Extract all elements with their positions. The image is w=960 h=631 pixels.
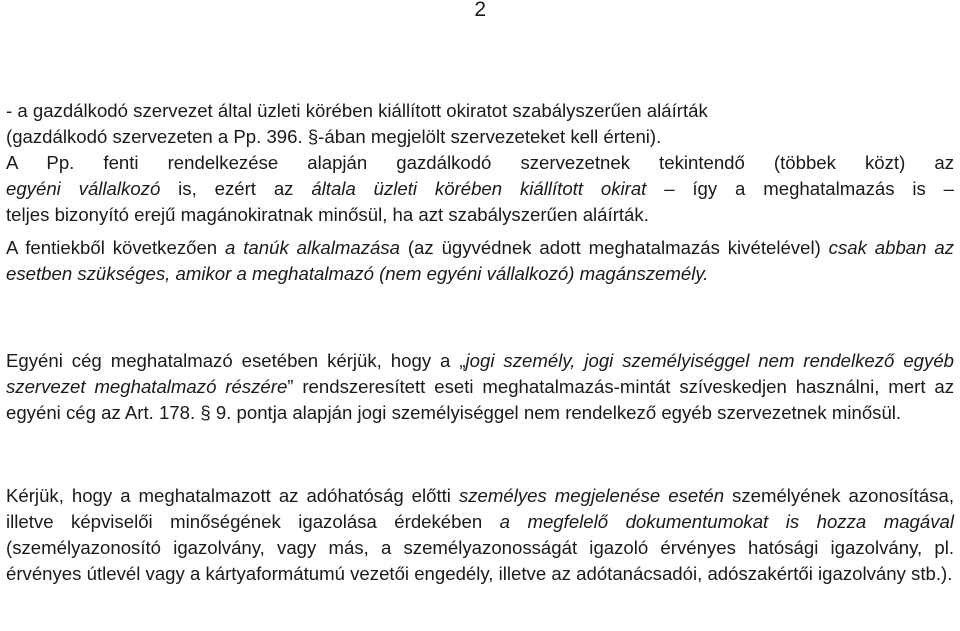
text-line — [6, 150, 954, 176]
text-run: is, ezért az — [160, 178, 312, 199]
paragraph-witnesses — [6, 235, 954, 348]
text-run-italic: egyéni vállalkozó — [6, 178, 161, 199]
text-run: (személyazonosító igazolvány, vagy más, a személyazonosságát igazoló érvényes hatósági igazolvány, pl. érvényes útlevél vagy a kártyaformátumú vezetői engedély, illetve az adótanácsadói, adószakértői igazolvány stb.). — [6, 537, 954, 584]
text-run: A fentiekből következően — [6, 237, 226, 258]
text-line: teljes bizonyító erejű magánokiratnak minősül, ha azt szabályszerűen aláírták. — [6, 204, 649, 225]
text-run: Kérjük, hogy a meghatalmazott az adóhatóság előtti — [6, 485, 459, 506]
text-run: személyének azonosítása, illetve képviselői minőségének igazolása érdekében — [6, 485, 954, 532]
text-run-italic: a tanúk alkalmazása — [225, 237, 400, 258]
text-run-italic: személyes megjelenése esetén — [458, 485, 725, 506]
text-line — [6, 176, 954, 202]
text-run: – így a meghatalmazás is – — [646, 178, 955, 199]
paragraph-intro — [6, 98, 954, 235]
text-run-italic: csak abban az esetben szükséges, amikor a meghatalmazó (nem egyéni vállalkozó) magánszemély. — [6, 237, 954, 284]
text-line: (gazdálkodó szervezeten a Pp. 396. §-ában megjelölt szervezeteket kell érteni). — [6, 126, 662, 147]
text-run-italic: jogi személy, jogi személyiséggel nem rendelkező egyéb szervezet meghatalmazó részére — [6, 350, 954, 397]
text-run: Egyéni cég meghatalmazó esetében kérjük, hogy a „ — [6, 350, 466, 371]
text-run: A Pp. fenti rendelkezése alapján gazdálkodó szervezetnek tekintendő (többek közt) az — [6, 152, 954, 173]
document-body — [6, 98, 954, 587]
text-line: - a gazdálkodó szervezet által üzleti körében kiállított okiratot szabályszerűen aláírták — [6, 100, 708, 121]
text-run: ” rendszeresített eseti meghatalmazás-mintát szíveskedjen használni, mert az egyéni cég az Art. 178. § 9. pontja alapján jogi személyiséggel nem rendelkező egyéb szervezetnek minősül. — [6, 376, 955, 423]
text-run-italic: általa üzleti körében kiállított okirat — [311, 178, 647, 199]
page-number: 2 — [474, 0, 486, 21]
paragraph-personal-appearance — [6, 483, 954, 587]
paragraph-sole-trader — [6, 348, 954, 483]
text-run: (az ügyvédnek adott meghatalmazás kivételével) — [399, 237, 829, 258]
text-run-italic: a megfelelő dokumentumokat is hozza magával — [499, 511, 954, 532]
